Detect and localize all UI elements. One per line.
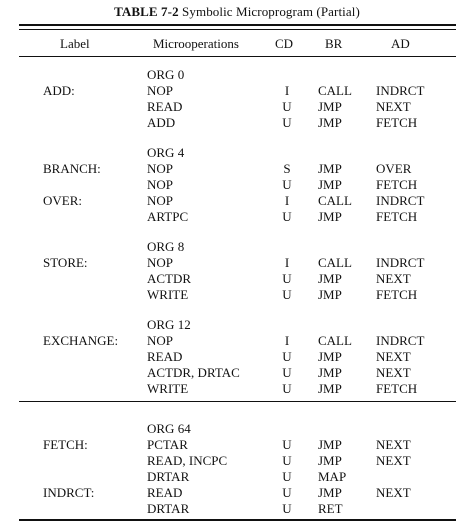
table-row [0,453,474,469]
table-row [0,99,474,115]
cell-cd: U [282,365,292,380]
cell-br: CALL [318,255,352,270]
cell-br: RET [318,501,343,516]
cell-label: STORE: [43,255,88,270]
cell-ad: INDRCT [376,333,425,348]
cell-label: OVER: [43,193,82,208]
table-row [0,381,474,397]
cell-ad: NEXT [376,271,411,286]
cell-label: INDRCT: [43,485,95,500]
cell-microoperation: DRTAR [147,469,190,484]
cell-label: BRANCH: [43,161,101,176]
table-row [0,209,474,225]
cell-microoperation: ARTPC [147,209,189,224]
cell-microoperation: READ [147,349,183,364]
cell-cd: U [282,209,292,224]
cell-br: JMP [318,453,342,468]
cell-ad: FETCH [376,115,418,130]
cell-microoperation: ADD [147,115,176,130]
cell-br: JMP [318,437,342,452]
cell-cd: I [284,333,290,348]
col-header-cd: CD [275,36,294,51]
cell-cd: I [284,255,290,270]
cell-microoperation: READ [147,485,183,500]
cell-microoperation: NOP [147,193,174,208]
cell-ad: NEXT [376,453,411,468]
cell-br: JMP [318,381,342,396]
col-header-microoperations: Microoperations [153,36,239,51]
table-row [0,115,474,131]
cell-label: FETCH: [43,437,88,452]
table-row [0,239,474,255]
cell-ad: FETCH [376,287,418,302]
cell-br: CALL [318,333,352,348]
cell-microoperation: NOP [147,177,174,192]
table-row [0,349,474,365]
cell-ad: NEXT [376,485,411,500]
table-number: TABLE 7-2 [114,4,179,19]
cell-cd: U [282,99,292,114]
cell-ad: INDRCT [376,83,425,98]
cell-microoperation: NOP [147,255,174,270]
cell-microoperation: NOP [147,161,174,176]
cell-cd: U [282,271,292,286]
cell-ad: NEXT [376,99,411,114]
cell-br: JMP [318,287,342,302]
table-row [0,501,474,517]
table-row [0,83,474,99]
cell-cd: U [282,287,292,302]
cell-microoperation: ORG 4 [147,145,185,160]
col-header-ad: AD [391,36,410,51]
cell-cd: U [282,349,292,364]
cell-cd: U [282,437,292,452]
table-row [0,67,474,83]
table-caption [0,4,474,20]
cell-cd: I [284,193,290,208]
bottom-rule [19,519,456,521]
cell-microoperation: DRTAR [147,501,190,516]
cell-cd: U [282,453,292,468]
col-header-label: Label [60,36,90,51]
table-row [0,365,474,381]
cell-ad: FETCH [376,177,418,192]
cell-br: JMP [318,115,342,130]
top-rule-thin [19,29,456,30]
cell-microoperation: READ [147,99,183,114]
cell-ad: INDRCT [376,193,425,208]
table-row [0,161,474,177]
cell-br: JMP [318,349,342,364]
cell-microoperation: ORG 12 [147,317,191,332]
cell-microoperation: WRITE [147,381,189,396]
cell-br: CALL [318,193,352,208]
header-rule [19,56,456,57]
table-row [0,177,474,193]
table-row [0,421,474,437]
cell-br: JMP [318,271,342,286]
cell-cd: I [284,83,290,98]
cell-microoperation: ACTDR, DRTAC [147,365,240,380]
table-row [0,193,474,209]
cell-br: JMP [318,365,342,380]
cell-microoperation: ORG 0 [147,67,185,82]
col-header-br: BR [325,36,343,51]
cell-microoperation: PCTAR [147,437,188,452]
table-title: Symbolic Microprogram (Partial) [182,4,360,19]
cell-microoperation: ACTDR [147,271,192,286]
cell-ad: FETCH [376,381,418,396]
table-row [0,271,474,287]
cell-cd: U [282,177,292,192]
cell-label: EXCHANGE: [43,333,119,348]
cell-ad: FETCH [376,209,418,224]
cell-microoperation: NOP [147,83,174,98]
cell-cd: S [283,161,291,176]
cell-microoperation: NOP [147,333,174,348]
table-row [0,255,474,271]
cell-microoperation: READ, INCPC [147,453,228,468]
cell-cd: U [282,485,292,500]
cell-cd: U [282,469,292,484]
cell-br: JMP [318,177,342,192]
cell-br: JMP [318,99,342,114]
cell-cd: U [282,381,292,396]
cell-br: JMP [318,161,342,176]
cell-br: CALL [318,83,352,98]
cell-label: ADD: [43,83,75,98]
cell-br: JMP [318,485,342,500]
cell-cd: U [282,115,292,130]
cell-ad: OVER [376,161,412,176]
top-rule-thick [19,24,456,26]
cell-ad: INDRCT [376,255,425,270]
cell-ad: NEXT [376,365,411,380]
cell-ad: NEXT [376,349,411,364]
table-row [0,437,474,453]
cell-br: MAP [318,469,347,484]
group-divider [19,401,456,402]
table-row [0,469,474,485]
cell-microoperation: ORG 8 [147,239,185,254]
table-row [0,287,474,303]
table-row [0,485,474,501]
cell-microoperation: WRITE [147,287,189,302]
table-row [0,317,474,333]
table-row [0,333,474,349]
cell-ad: NEXT [376,437,411,452]
cell-br: JMP [318,209,342,224]
cell-cd: U [282,501,292,516]
table-row [0,145,474,161]
cell-microoperation: ORG 64 [147,421,191,436]
